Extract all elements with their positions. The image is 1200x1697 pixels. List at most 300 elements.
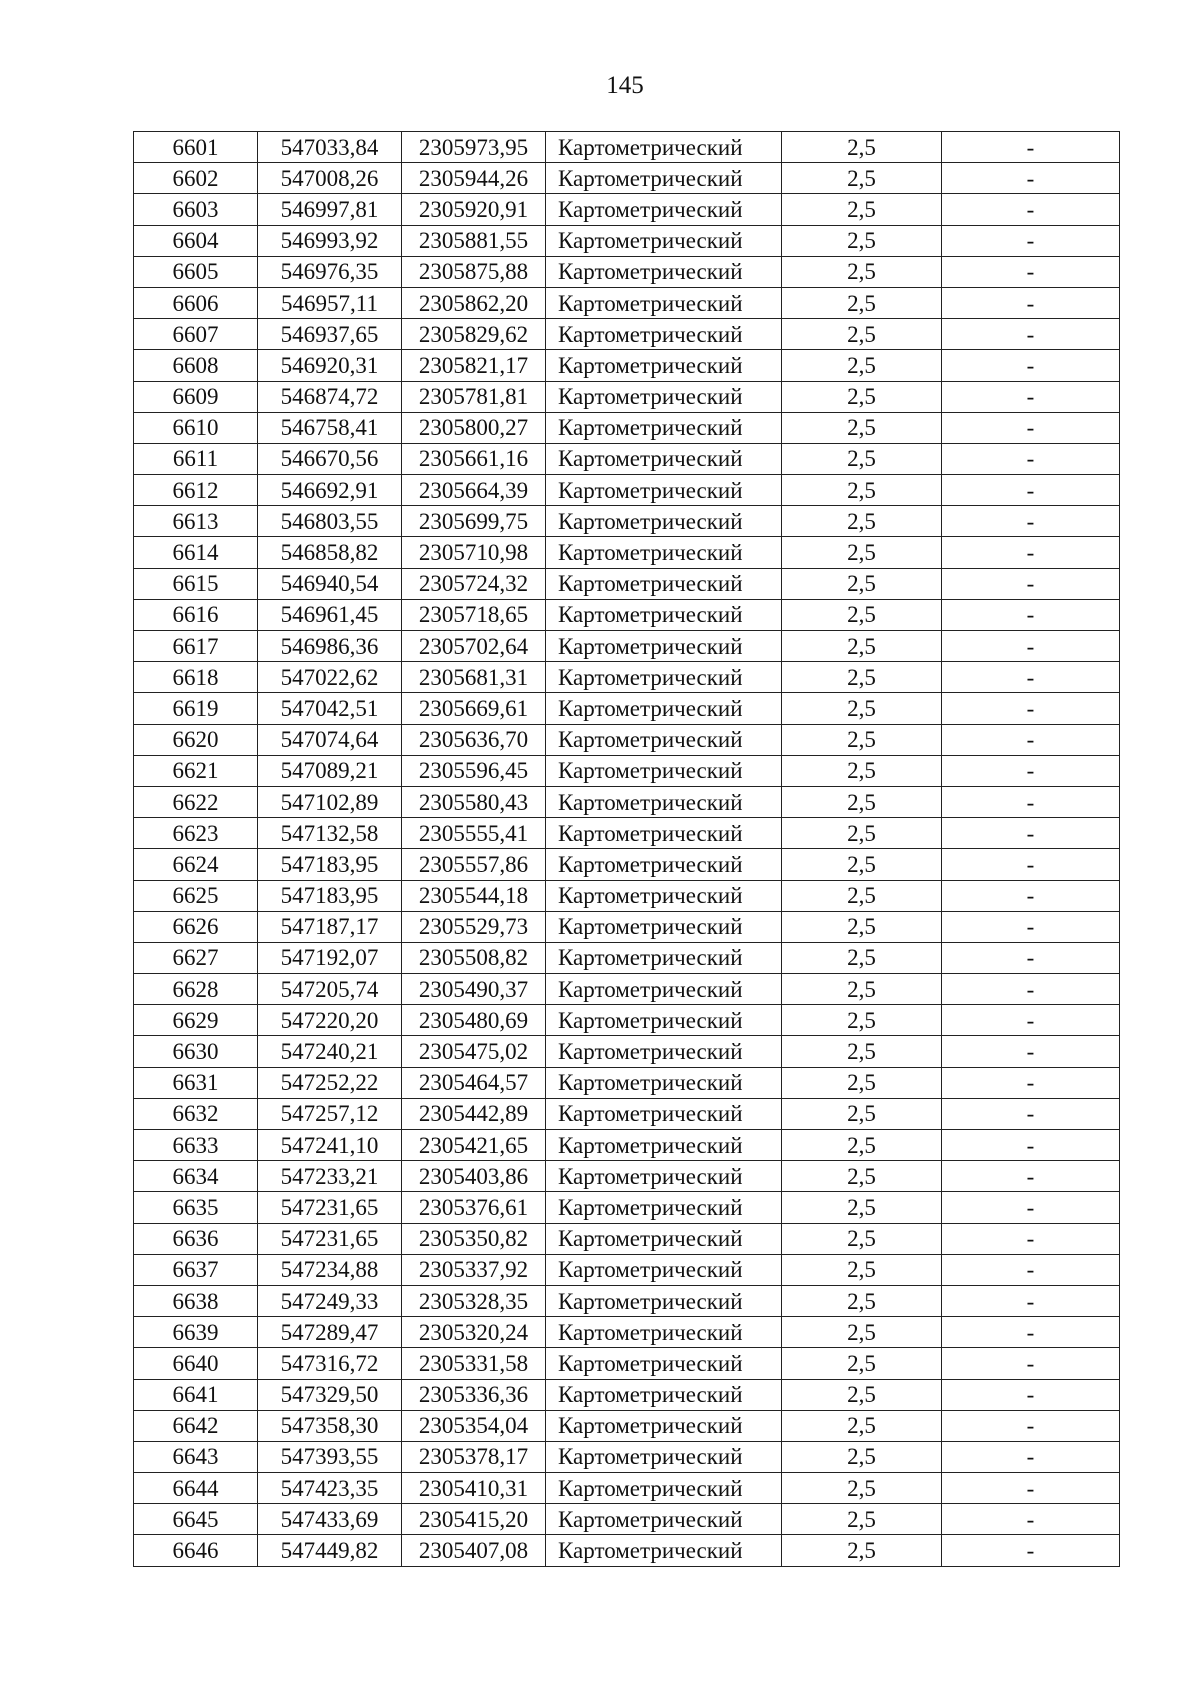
method-cell: Картометрический [546, 163, 782, 194]
description-cell: - [942, 631, 1120, 662]
method-cell: Картометрический [546, 1317, 782, 1348]
table-row [134, 1067, 1120, 1098]
point-number-cell: 6618 [134, 662, 258, 693]
y-coordinate-cell: 2305681,31 [402, 662, 546, 693]
method-cell: Картометрический [546, 381, 782, 412]
point-number-cell: 6614 [134, 537, 258, 568]
accuracy-cell: 2,5 [782, 724, 942, 755]
method-cell: Картометрический [546, 1441, 782, 1472]
table-row [134, 1535, 1120, 1566]
y-coordinate-cell: 2305669,61 [402, 693, 546, 724]
description-cell: - [942, 1285, 1120, 1316]
point-number-cell: 6634 [134, 1161, 258, 1192]
x-coordinate-cell: 547252,22 [258, 1067, 402, 1098]
x-coordinate-cell: 546976,35 [258, 256, 402, 287]
y-coordinate-cell: 2305403,86 [402, 1161, 546, 1192]
table-row [134, 911, 1120, 942]
description-cell: - [942, 599, 1120, 630]
point-number-cell: 6607 [134, 319, 258, 350]
x-coordinate-cell: 547089,21 [258, 755, 402, 786]
method-cell: Картометрический [546, 475, 782, 506]
point-number-cell: 6604 [134, 225, 258, 256]
accuracy-cell: 2,5 [782, 786, 942, 817]
x-coordinate-cell: 547249,33 [258, 1285, 402, 1316]
x-coordinate-cell: 547192,07 [258, 942, 402, 973]
table-row [134, 537, 1120, 568]
accuracy-cell: 2,5 [782, 693, 942, 724]
accuracy-cell: 2,5 [782, 1192, 942, 1223]
table-row [134, 319, 1120, 350]
accuracy-cell: 2,5 [782, 194, 942, 225]
x-coordinate-cell: 546940,54 [258, 568, 402, 599]
table-row [134, 412, 1120, 443]
y-coordinate-cell: 2305557,86 [402, 849, 546, 880]
description-cell: - [942, 1535, 1120, 1566]
accuracy-cell: 2,5 [782, 350, 942, 381]
y-coordinate-cell: 2305875,88 [402, 256, 546, 287]
table-row [134, 194, 1120, 225]
accuracy-cell: 2,5 [782, 287, 942, 318]
point-number-cell: 6613 [134, 506, 258, 537]
accuracy-cell: 2,5 [782, 1348, 942, 1379]
x-coordinate-cell: 546986,36 [258, 631, 402, 662]
y-coordinate-cell: 2305442,89 [402, 1098, 546, 1129]
x-coordinate-cell: 547240,21 [258, 1036, 402, 1067]
point-number-cell: 6628 [134, 974, 258, 1005]
accuracy-cell: 2,5 [782, 849, 942, 880]
description-cell: - [942, 755, 1120, 786]
x-coordinate-cell: 546993,92 [258, 225, 402, 256]
y-coordinate-cell: 2305661,16 [402, 443, 546, 474]
x-coordinate-cell: 546758,41 [258, 412, 402, 443]
point-number-cell: 6609 [134, 381, 258, 412]
description-cell: - [942, 1223, 1120, 1254]
method-cell: Картометрический [546, 319, 782, 350]
point-number-cell: 6606 [134, 287, 258, 318]
accuracy-cell: 2,5 [782, 1098, 942, 1129]
table-row [134, 256, 1120, 287]
y-coordinate-cell: 2305544,18 [402, 880, 546, 911]
y-coordinate-cell: 2305862,20 [402, 287, 546, 318]
point-number-cell: 6617 [134, 631, 258, 662]
point-number-cell: 6630 [134, 1036, 258, 1067]
x-coordinate-cell: 547257,12 [258, 1098, 402, 1129]
table-row [134, 1036, 1120, 1067]
point-number-cell: 6623 [134, 818, 258, 849]
point-number-cell: 6644 [134, 1473, 258, 1504]
accuracy-cell: 2,5 [782, 818, 942, 849]
table-row [134, 599, 1120, 630]
table-row [134, 350, 1120, 381]
description-cell: - [942, 1254, 1120, 1285]
y-coordinate-cell: 2305529,73 [402, 911, 546, 942]
point-number-cell: 6637 [134, 1254, 258, 1285]
method-cell: Картометрический [546, 818, 782, 849]
x-coordinate-cell: 547008,26 [258, 163, 402, 194]
y-coordinate-cell: 2305920,91 [402, 194, 546, 225]
y-coordinate-cell: 2305378,17 [402, 1441, 546, 1472]
accuracy-cell: 2,5 [782, 1410, 942, 1441]
method-cell: Картометрический [546, 132, 782, 163]
point-number-cell: 6625 [134, 880, 258, 911]
x-coordinate-cell: 546670,56 [258, 443, 402, 474]
point-number-cell: 6601 [134, 132, 258, 163]
x-coordinate-cell: 547329,50 [258, 1379, 402, 1410]
accuracy-cell: 2,5 [782, 1067, 942, 1098]
point-number-cell: 6627 [134, 942, 258, 973]
point-number-cell: 6640 [134, 1348, 258, 1379]
method-cell: Картометрический [546, 942, 782, 973]
table-row [134, 1254, 1120, 1285]
point-number-cell: 6633 [134, 1130, 258, 1161]
description-cell: - [942, 693, 1120, 724]
method-cell: Картометрический [546, 755, 782, 786]
table-row [134, 693, 1120, 724]
accuracy-cell: 2,5 [782, 1223, 942, 1254]
table-row [134, 880, 1120, 911]
x-coordinate-cell: 547289,47 [258, 1317, 402, 1348]
table-row [134, 475, 1120, 506]
description-cell: - [942, 412, 1120, 443]
accuracy-cell: 2,5 [782, 412, 942, 443]
description-cell: - [942, 1005, 1120, 1036]
table-row [134, 1161, 1120, 1192]
accuracy-cell: 2,5 [782, 319, 942, 350]
y-coordinate-cell: 2305944,26 [402, 163, 546, 194]
method-cell: Картометрический [546, 1067, 782, 1098]
point-number-cell: 6622 [134, 786, 258, 817]
description-cell: - [942, 880, 1120, 911]
point-number-cell: 6641 [134, 1379, 258, 1410]
x-coordinate-cell: 547022,62 [258, 662, 402, 693]
y-coordinate-cell: 2305702,64 [402, 631, 546, 662]
accuracy-cell: 2,5 [782, 1005, 942, 1036]
accuracy-cell: 2,5 [782, 1254, 942, 1285]
table-row [134, 1441, 1120, 1472]
method-cell: Картометрический [546, 225, 782, 256]
x-coordinate-cell: 547183,95 [258, 880, 402, 911]
table-row [134, 786, 1120, 817]
table-row [134, 1348, 1120, 1379]
x-coordinate-cell: 547183,95 [258, 849, 402, 880]
table-row [134, 1098, 1120, 1129]
description-cell: - [942, 568, 1120, 599]
x-coordinate-cell: 547449,82 [258, 1535, 402, 1566]
y-coordinate-cell: 2305354,04 [402, 1410, 546, 1441]
y-coordinate-cell: 2305337,92 [402, 1254, 546, 1285]
coordinates-table [133, 131, 1120, 1567]
point-number-cell: 6608 [134, 350, 258, 381]
x-coordinate-cell: 547358,30 [258, 1410, 402, 1441]
point-number-cell: 6632 [134, 1098, 258, 1129]
table-row [134, 443, 1120, 474]
accuracy-cell: 2,5 [782, 1504, 942, 1535]
accuracy-cell: 2,5 [782, 256, 942, 287]
table-row [134, 818, 1120, 849]
description-cell: - [942, 911, 1120, 942]
y-coordinate-cell: 2305410,31 [402, 1473, 546, 1504]
method-cell: Картометрический [546, 1379, 782, 1410]
accuracy-cell: 2,5 [782, 755, 942, 786]
point-number-cell: 6635 [134, 1192, 258, 1223]
x-coordinate-cell: 547132,58 [258, 818, 402, 849]
table-row [134, 163, 1120, 194]
x-coordinate-cell: 546957,11 [258, 287, 402, 318]
y-coordinate-cell: 2305973,95 [402, 132, 546, 163]
y-coordinate-cell: 2305320,24 [402, 1317, 546, 1348]
accuracy-cell: 2,5 [782, 1036, 942, 1067]
description-cell: - [942, 225, 1120, 256]
y-coordinate-cell: 2305376,61 [402, 1192, 546, 1223]
method-cell: Картометрический [546, 693, 782, 724]
x-coordinate-cell: 547393,55 [258, 1441, 402, 1472]
x-coordinate-cell: 546937,65 [258, 319, 402, 350]
method-cell: Картометрический [546, 974, 782, 1005]
method-cell: Картометрический [546, 1285, 782, 1316]
table-row [134, 1317, 1120, 1348]
accuracy-cell: 2,5 [782, 1317, 942, 1348]
method-cell: Картометрический [546, 662, 782, 693]
description-cell: - [942, 256, 1120, 287]
accuracy-cell: 2,5 [782, 163, 942, 194]
point-number-cell: 6612 [134, 475, 258, 506]
accuracy-cell: 2,5 [782, 631, 942, 662]
table-row [134, 662, 1120, 693]
page-number: 145 [606, 72, 644, 99]
y-coordinate-cell: 2305407,08 [402, 1535, 546, 1566]
point-number-cell: 6631 [134, 1067, 258, 1098]
description-cell: - [942, 1067, 1120, 1098]
x-coordinate-cell: 547220,20 [258, 1005, 402, 1036]
description-cell: - [942, 475, 1120, 506]
accuracy-cell: 2,5 [782, 1130, 942, 1161]
x-coordinate-cell: 547231,65 [258, 1223, 402, 1254]
x-coordinate-cell: 546997,81 [258, 194, 402, 225]
point-number-cell: 6605 [134, 256, 258, 287]
method-cell: Картометрический [546, 194, 782, 225]
accuracy-cell: 2,5 [782, 911, 942, 942]
method-cell: Картометрический [546, 1535, 782, 1566]
accuracy-cell: 2,5 [782, 1379, 942, 1410]
method-cell: Картометрический [546, 1410, 782, 1441]
x-coordinate-cell: 547187,17 [258, 911, 402, 942]
y-coordinate-cell: 2305415,20 [402, 1504, 546, 1535]
description-cell: - [942, 1192, 1120, 1223]
description-cell: - [942, 381, 1120, 412]
x-coordinate-cell: 547233,21 [258, 1161, 402, 1192]
table-row [134, 1192, 1120, 1223]
table-row [134, 1005, 1120, 1036]
point-number-cell: 6615 [134, 568, 258, 599]
point-number-cell: 6638 [134, 1285, 258, 1316]
y-coordinate-cell: 2305829,62 [402, 319, 546, 350]
y-coordinate-cell: 2305710,98 [402, 537, 546, 568]
point-number-cell: 6626 [134, 911, 258, 942]
method-cell: Картометрический [546, 537, 782, 568]
method-cell: Картометрический [546, 412, 782, 443]
point-number-cell: 6610 [134, 412, 258, 443]
description-cell: - [942, 1441, 1120, 1472]
table-row [134, 755, 1120, 786]
table-row [134, 1223, 1120, 1254]
x-coordinate-cell: 547241,10 [258, 1130, 402, 1161]
point-number-cell: 6620 [134, 724, 258, 755]
point-number-cell: 6645 [134, 1504, 258, 1535]
description-cell: - [942, 1379, 1120, 1410]
method-cell: Картометрический [546, 350, 782, 381]
method-cell: Картометрический [546, 1348, 782, 1379]
x-coordinate-cell: 547316,72 [258, 1348, 402, 1379]
table-row [134, 631, 1120, 662]
x-coordinate-cell: 546920,31 [258, 350, 402, 381]
y-coordinate-cell: 2305881,55 [402, 225, 546, 256]
point-number-cell: 6629 [134, 1005, 258, 1036]
x-coordinate-cell: 547205,74 [258, 974, 402, 1005]
x-coordinate-cell: 546961,45 [258, 599, 402, 630]
table-row [134, 287, 1120, 318]
description-cell: - [942, 537, 1120, 568]
method-cell: Картометрический [546, 256, 782, 287]
y-coordinate-cell: 2305490,37 [402, 974, 546, 1005]
point-number-cell: 6611 [134, 443, 258, 474]
point-number-cell: 6603 [134, 194, 258, 225]
x-coordinate-cell: 547423,35 [258, 1473, 402, 1504]
table-row [134, 132, 1120, 163]
table-row [134, 974, 1120, 1005]
method-cell: Картометрический [546, 287, 782, 318]
accuracy-cell: 2,5 [782, 662, 942, 693]
method-cell: Картометрический [546, 1223, 782, 1254]
accuracy-cell: 2,5 [782, 475, 942, 506]
accuracy-cell: 2,5 [782, 942, 942, 973]
method-cell: Картометрический [546, 1130, 782, 1161]
y-coordinate-cell: 2305336,36 [402, 1379, 546, 1410]
table-row [134, 1504, 1120, 1535]
point-number-cell: 6602 [134, 163, 258, 194]
method-cell: Картометрический [546, 1161, 782, 1192]
table-row [134, 381, 1120, 412]
table-row [134, 1130, 1120, 1161]
accuracy-cell: 2,5 [782, 506, 942, 537]
x-coordinate-cell: 547234,88 [258, 1254, 402, 1285]
method-cell: Картометрический [546, 724, 782, 755]
x-coordinate-cell: 546692,91 [258, 475, 402, 506]
x-coordinate-cell: 547433,69 [258, 1504, 402, 1535]
description-cell: - [942, 818, 1120, 849]
point-number-cell: 6639 [134, 1317, 258, 1348]
description-cell: - [942, 942, 1120, 973]
description-cell: - [942, 350, 1120, 381]
x-coordinate-cell: 547042,51 [258, 693, 402, 724]
method-cell: Картометрический [546, 1192, 782, 1223]
method-cell: Картометрический [546, 880, 782, 911]
point-number-cell: 6621 [134, 755, 258, 786]
point-number-cell: 6616 [134, 599, 258, 630]
y-coordinate-cell: 2305328,35 [402, 1285, 546, 1316]
y-coordinate-cell: 2305800,27 [402, 412, 546, 443]
accuracy-cell: 2,5 [782, 132, 942, 163]
point-number-cell: 6619 [134, 693, 258, 724]
x-coordinate-cell: 546858,82 [258, 537, 402, 568]
description-cell: - [942, 1036, 1120, 1067]
accuracy-cell: 2,5 [782, 443, 942, 474]
y-coordinate-cell: 2305555,41 [402, 818, 546, 849]
accuracy-cell: 2,5 [782, 537, 942, 568]
y-coordinate-cell: 2305718,65 [402, 599, 546, 630]
x-coordinate-cell: 547102,89 [258, 786, 402, 817]
accuracy-cell: 2,5 [782, 1473, 942, 1504]
coordinates-table-body [134, 132, 1120, 1567]
y-coordinate-cell: 2305821,17 [402, 350, 546, 381]
description-cell: - [942, 1130, 1120, 1161]
y-coordinate-cell: 2305664,39 [402, 475, 546, 506]
accuracy-cell: 2,5 [782, 225, 942, 256]
y-coordinate-cell: 2305781,81 [402, 381, 546, 412]
description-cell: - [942, 1161, 1120, 1192]
description-cell: - [942, 1410, 1120, 1441]
description-cell: - [942, 1317, 1120, 1348]
description-cell: - [942, 786, 1120, 817]
x-coordinate-cell: 547033,84 [258, 132, 402, 163]
y-coordinate-cell: 2305350,82 [402, 1223, 546, 1254]
y-coordinate-cell: 2305480,69 [402, 1005, 546, 1036]
method-cell: Картометрический [546, 1254, 782, 1285]
x-coordinate-cell: 546803,55 [258, 506, 402, 537]
description-cell: - [942, 1098, 1120, 1129]
table-row [134, 1410, 1120, 1441]
description-cell: - [942, 443, 1120, 474]
method-cell: Картометрический [546, 599, 782, 630]
x-coordinate-cell: 546874,72 [258, 381, 402, 412]
accuracy-cell: 2,5 [782, 1535, 942, 1566]
table-row [134, 1473, 1120, 1504]
table-row [134, 506, 1120, 537]
description-cell: - [942, 1473, 1120, 1504]
description-cell: - [942, 724, 1120, 755]
description-cell: - [942, 319, 1120, 350]
y-coordinate-cell: 2305475,02 [402, 1036, 546, 1067]
table-row [134, 225, 1120, 256]
y-coordinate-cell: 2305421,65 [402, 1130, 546, 1161]
method-cell: Картометрический [546, 443, 782, 474]
table-row [134, 568, 1120, 599]
accuracy-cell: 2,5 [782, 1161, 942, 1192]
x-coordinate-cell: 547231,65 [258, 1192, 402, 1223]
point-number-cell: 6636 [134, 1223, 258, 1254]
method-cell: Картометрический [546, 1036, 782, 1067]
method-cell: Картометрический [546, 1098, 782, 1129]
method-cell: Картометрический [546, 631, 782, 662]
table-row [134, 942, 1120, 973]
method-cell: Картометрический [546, 1473, 782, 1504]
y-coordinate-cell: 2305636,70 [402, 724, 546, 755]
method-cell: Картометрический [546, 786, 782, 817]
method-cell: Картометрический [546, 568, 782, 599]
accuracy-cell: 2,5 [782, 381, 942, 412]
accuracy-cell: 2,5 [782, 880, 942, 911]
point-number-cell: 6643 [134, 1441, 258, 1472]
method-cell: Картометрический [546, 506, 782, 537]
accuracy-cell: 2,5 [782, 974, 942, 1005]
table-row [134, 724, 1120, 755]
point-number-cell: 6624 [134, 849, 258, 880]
method-cell: Картометрический [546, 849, 782, 880]
y-coordinate-cell: 2305724,32 [402, 568, 546, 599]
accuracy-cell: 2,5 [782, 1441, 942, 1472]
y-coordinate-cell: 2305596,45 [402, 755, 546, 786]
point-number-cell: 6646 [134, 1535, 258, 1566]
x-coordinate-cell: 547074,64 [258, 724, 402, 755]
